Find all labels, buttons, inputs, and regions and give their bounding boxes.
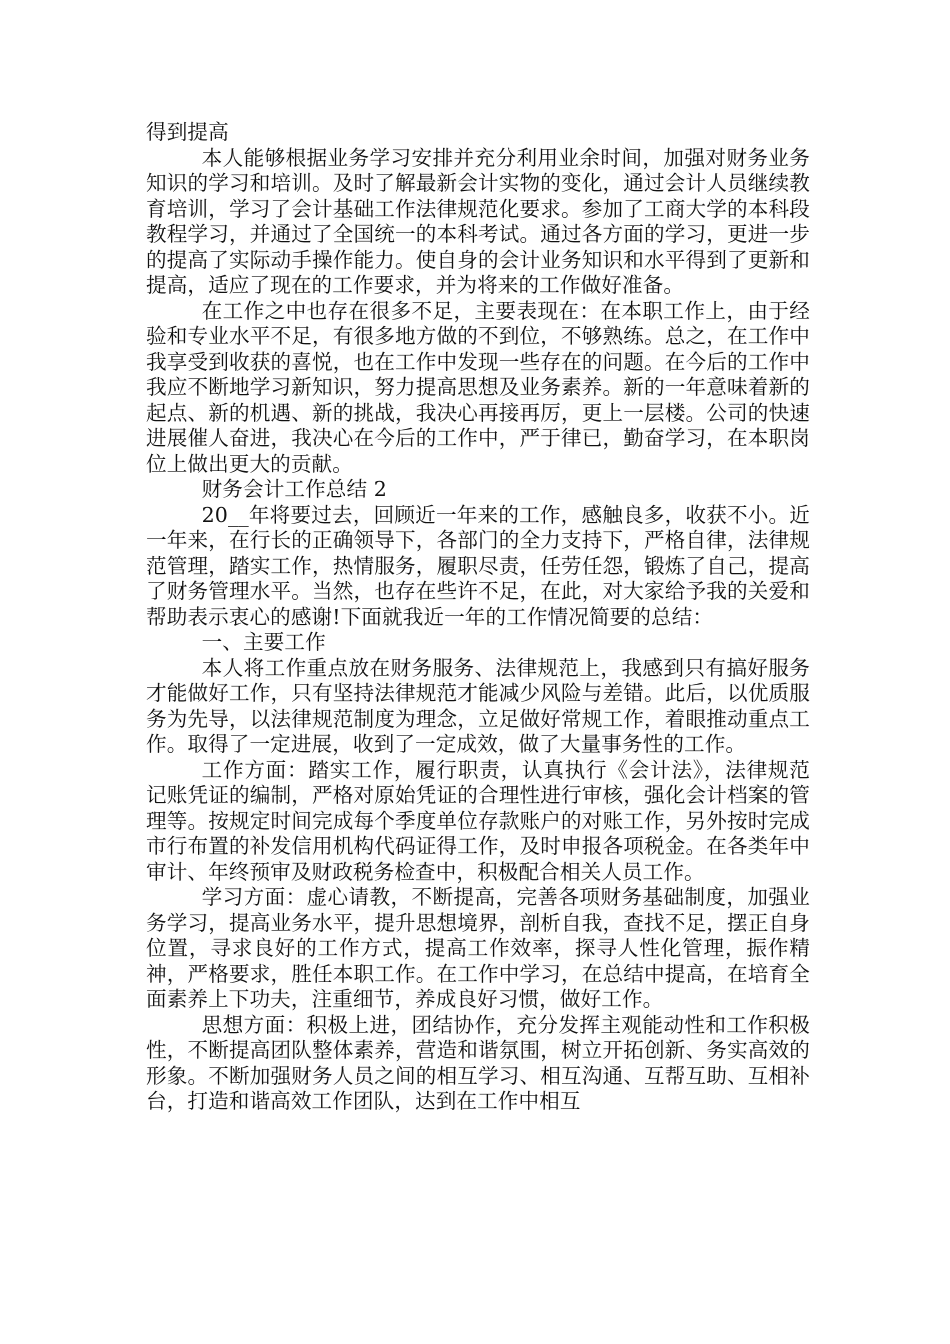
paragraph-continuation: 得到提高	[146, 120, 229, 144]
paragraph-study: 本人能够根据业务学习安排并充分利用业余时间，加强对财务业务知识的学习和培训。及时了解最新会计实物的变化，通过会计人员继续教育培训，学习了会计基础工作法律规范化要求。参加了工商大学的本科段教程学习，并通过了全国统一的本科考试。通过各方面的学习，更进一步的提高了实际动手操作能力。使自身的会计业务知识和水平得到了更新和提高，适应了现在的工作要求，并为将来的工作做好准备。	[146, 145, 810, 297]
paragraph-study-aspect: 学习方面：虚心请教，不断提高，完善各项财务基础制度，加强业务学习，提高业务水平，提升思想境界，剖析自我，查找不足，摆正自身位置，寻求良好的工作方式，提高工作效率，探寻人性化管理，振作精神，严格要求，胜任本职工作。在工作中学习，在总结中提高，在培育全面素养上下功夫，注重细节，养成良好习惯，做好工作。	[146, 885, 810, 1011]
paragraph-intro: 20__年将要过去，回顾近一年来的工作，感触良多，收获不小。近一年来，在行长的正确领导下，各部门的全力支持下，严格自律，法律规范管理，踏实工作，热情服务，履职尽责，任劳任怨，锻炼了自己，提高了财务管理水平。当然，也存在些许不足，在此，对大家给予我的关爱和帮助表示衷心的感谢!下面就我近一年的工作情况简要的总结：	[146, 502, 810, 629]
paragraph-work-aspect: 工作方面：踏实工作，履行职责，认真执行《会计法》，法律规范记账凭证的编制，严格对原始凭证的合理性进行审核，强化会计档案的管理等。按规定时间完成每个季度单位存款账户的对账工作，另外按时完成市行布置的补发信用机构代码证得工作，及时申报各项税金。在各类年中审计、年终预审及财政税务检查中，积极配合相关人员工作。	[146, 757, 810, 884]
paragraph-shortcomings: 在工作之中也存在很多不足，主要表现在：在本职工作上，由于经验和专业水平不足，有很多地方做的不到位，不够熟练。总之，在工作中我享受到收获的喜悦，也在工作中发现一些存在的问题。在今后的工作中我应不断地学习新知识，努力提高思想及业务素养。新的一年意味着新的起点、新的机遇、新的挑战，我决心再接再厉，更上一层楼。公司的快速进展催人奋进，我决心在今后的工作中，严于律已，勤奋学习，在本职岗位上做出更大的贡献。	[146, 298, 810, 476]
section-title: 财务会计工作总结 2	[201, 477, 388, 501]
document-page	[146, 120, 810, 1115]
paragraph-main-work: 本人将工作重点放在财务服务、法律规范上，我感到只有搞好服务才能做好工作，只有坚持法律规范才能减少风险与差错。此后，以优质服务为先导，以法律规范制度为理念，立足做好常规工作，着眼推动重点工作。取得了一定进展，收到了一定成效，做了大量事务性的工作。	[146, 655, 810, 756]
paragraph-thought-aspect: 思想方面：积极上进，团结协作，充分发挥主观能动性和工作积极性，不断提高团队整体素养，营造和谐氛围，树立开拓创新、务实高效的形象。不断加强财务人员之间的相互学习、相互沟通、互帮互助、互相补台，打造和谐高效工作团队，达到在工作中相互	[146, 1012, 810, 1113]
section-heading-main-work: 一、主要工作	[201, 630, 326, 654]
